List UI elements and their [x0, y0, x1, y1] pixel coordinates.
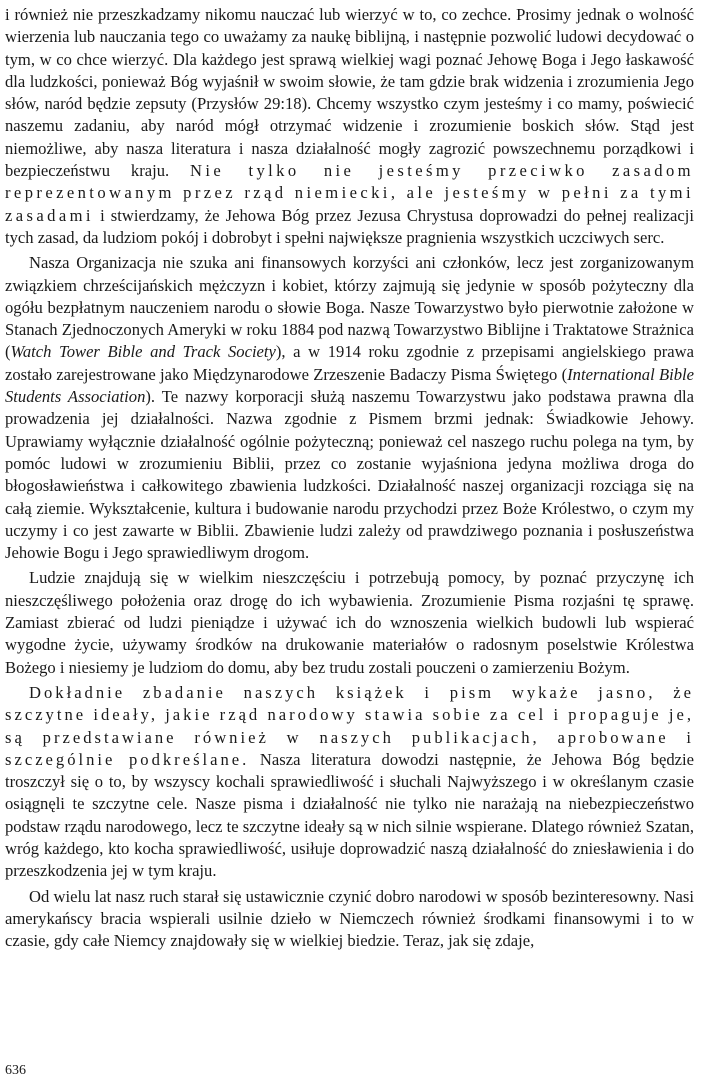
paragraph-2-text-end: ). Te nazwy korporacji służą naszemu Towarzystwu jako podstawa prawna dla prowadzenia jej działalności. Nazwa zgodnie z Pismem brzmi jednak: Świadkowie Jehowy. Uprawiamy wyłącznie działalność ogólnie pożyteczną; ponieważ cel naszego ruchu polega na tym, by pomóc ludowi w zrozumieniu Biblii, przez co zostanie wyjaśniona jedyna możliwa droga do błogosławieństwa i całkowitego zbawienia ludzkości. Działalność naszej organizacji rozciąga się na całą ziemie. Wykształcenie, kultura i budowanie narodu przychodzi przez Boże Królestwo, o czym my uczymy i co jest zawarte w Biblii. Zbawienie ludzi zależy od prawdziwego poznania i posłuszeństwa Jehowie Bogu i Jego sprawiedliwym drogom.	[5, 387, 694, 563]
paragraph-2-text-middle: ), a w 1914 roku zgodnie z przepisami angielskiego prawa zostało zarejestrowane jako Międzynarodowe Zrzeszenie Badaczy Pisma Świętego (	[5, 342, 695, 384]
paragraph-2	[5, 252, 694, 564]
paragraph-5-text: Od wielu lat nasz ruch starał się ustawicznie czynić dobro narodowi w sposób bezinteresowny. Nasi amerykańscy bracia wspierali usilnie dzieło w Niemczech również środkami finansowymi i to w czasie, gdy całe Niemcy znajdowały się w wielkiej biedzie. Teraz, jak się zdaje,	[5, 886, 694, 951]
paragraph-2-text: Nasza Organizacja nie szuka ani finansowych korzyści ani członków, lecz jest zorganizowanym związkiem chrześcijańskich mężczyzn i kobiet, którzy zajmują się jedynie w sposób pożyteczny dla ogółu bezpłatnym nauczeniem narodu o słowie Boga. Nasze Towarzystwo było pierwotnie założone w Stanach Zjednoczonych Ameryki w roku 1884 pod nazwą Towarzystwo Biblijne i Traktatowe Strażnica (	[5, 253, 694, 362]
paragraph-2-italic-watch-tower: Watch Tower Bible and Track Society	[10, 342, 276, 362]
paragraph-5	[5, 886, 694, 953]
paragraph-2-italic-ibsa: International Bible Students Association	[5, 364, 694, 407]
paragraph-1-text: i również nie przeszkadzamy nikomu nauczać lub wierzyć w to, co zechce. Prosimy jednak o wolność wierzenia lub nauczania tego co uważamy za naukę biblijną, i następnie pozwolić ludowi decydować o tym, w co chce wierzyć. Dla każdego jest sprawą wielkiej wagi poznać Jehowę Boga i Jego łaskawość dla ludzkości, ponieważ Bóg wyjaśnił w swoim słowie, że tam gdzie brak widzenia i zrozumienia Jego słów, naród będzie zepsuty (Przysłów 29:18). Chcemy wszystko czym jesteśmy i co mamy, poświecić naszemu zadaniu, aby naród mógł otrzymać widzenie i zrozumienie boskich słów. Stąd jest niemożliwe, aby nasza literatura i nasza działalność mogły zagrozić powszechnemu porządkowi i bezpieczeństwu kraju.	[5, 5, 694, 181]
paragraph-3	[5, 567, 694, 678]
paragraph-4	[5, 682, 694, 883]
paragraph-4-text: Nasza literatura dowodzi następnie, że Jehowa Bóg będzie troszczył się o to, by wszyscy kochali sprawiedliwość i słuchali Najwyższego i w określanym czasie osiągnęli te szczytne cele. Nasze pisma i działalność nie tylko nie narażają na niebezpieczeństwo podstaw rządu narodowego, lecz te szczytne ideały są w nich silnie wspierane. Dlatego również Szatan, wróg każdego, kto kocha sprawiedliwość, usiłuje doprowadzić naszą działalność do zniesławienia i do przeszkodzenia jej w tym kraju.	[5, 749, 694, 881]
page-number: 636	[5, 1063, 26, 1078]
paragraph-1	[5, 4, 694, 249]
paragraph-1-text-end: i stwierdzamy, że Jehowa Bóg przez Jezusa Chrystusa doprowadzi do pełnej realizacji tych zasad, da ludziom pokój i dobrobyt i spełni największe pragnienia wszystkich uczciwych serc.	[5, 205, 694, 247]
paragraph-3-text: Ludzie znajdują się w wielkim nieszczęściu i potrzebują pomocy, by poznać przyczynę ich nieszczęśliwego położenia oraz drogę do ich wybawienia. Zrozumienie Pisma rozjaśni tę sprawę. Zamiast zbierać od ludzi pieniądze i używać ich do wznoszenia wielkich budowli lub wspierać wygodne życie, używamy środków na drukowanie materiałów o radosnym poselstwie Królestwa Bożego i niesiemy je ludziom do domu, aby bez trudu zostali pouczeni o zamierzeniu Bożym.	[5, 568, 694, 677]
paragraph-4-spaced-emphasis: Dokładnie zbadanie naszych książek i pism wykaże jasno, że szczytne ideały, jakie rząd narodowy stawia sobie za cel i propaguje je, są przedstawiane również w naszych publikacjach, aprobowane i szczególnie podkreślane.	[5, 682, 694, 769]
paragraph-1-spaced-emphasis: Nie tylko nie jesteśmy przeciwko zasadom reprezentowanym przez rząd niemiecki, ale jesteśmy w pełni za tymi zasadami	[5, 161, 694, 225]
